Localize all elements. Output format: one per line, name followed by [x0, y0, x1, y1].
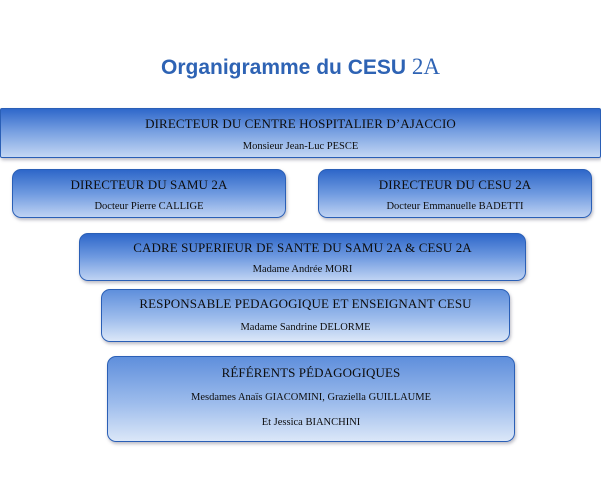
title-suffix: 2A — [411, 54, 441, 79]
box-director-cesu-heading: DIRECTEUR DU CESU 2A — [378, 177, 532, 192]
box-referents-pedagogiques — [107, 356, 515, 442]
box-director-samu-name: Docteur Pierre CALLIGE — [94, 201, 204, 212]
box-cadre-superieur — [79, 233, 526, 281]
box-director-samu — [12, 169, 286, 218]
box-director-hospital — [0, 108, 601, 158]
box-referents-pedagogiques-name-line1: Mesdames Anaïs GIACOMINI, Graziella GUILLAUME — [191, 392, 431, 403]
box-referents-pedagogiques-name-line2: Et Jessica BIANCHINI — [261, 417, 361, 428]
box-director-cesu-name: Docteur Emmanuelle BADETTI — [386, 201, 524, 212]
box-director-hospital-heading: DIRECTEUR DU CENTRE HOSPITALIER D’AJACCIO — [145, 116, 456, 131]
title-main: Organigramme du CESU — [160, 56, 407, 79]
box-responsable-pedagogique — [101, 289, 510, 342]
box-cadre-superieur-name: Madame Andrée MORI — [252, 264, 353, 275]
page-title — [0, 54, 601, 80]
box-cadre-superieur-heading: CADRE SUPERIEUR DE SANTE DU SAMU 2A & CESU 2A — [133, 240, 472, 255]
box-referents-pedagogiques-heading: RÉFÉRENTS PÉDAGOGIQUES — [221, 365, 401, 380]
box-responsable-pedagogique-name: Madame Sandrine DELORME — [240, 322, 371, 333]
box-director-hospital-name: Monsieur Jean-Luc PESCE — [242, 141, 359, 152]
box-director-cesu — [318, 169, 592, 218]
box-responsable-pedagogique-heading: RESPONSABLE PEDAGOGIQUE ET ENSEIGNANT CESU — [139, 296, 472, 311]
box-director-samu-heading: DIRECTEUR DU SAMU 2A — [70, 177, 228, 192]
